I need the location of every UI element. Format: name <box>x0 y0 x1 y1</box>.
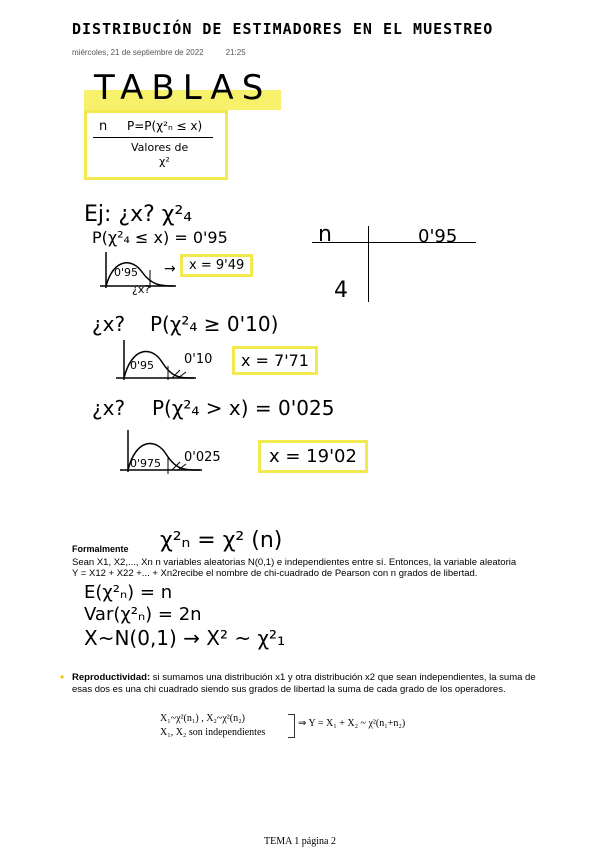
bullet-icon: • <box>60 670 65 684</box>
page-time: 21:25 <box>225 48 246 57</box>
lookup-table-n: n <box>318 222 332 247</box>
formal-heading: Formalmente <box>72 544 129 554</box>
tablas-heading: TABLAS <box>84 66 281 110</box>
repro-brace <box>288 714 295 738</box>
lookup-table-row: 4 <box>334 278 348 303</box>
example-prob-2: P(χ²₄ ≥ 0'10) <box>150 312 279 336</box>
table-box <box>84 110 228 180</box>
repro-formula-result: ⇒ Y = X₁ + X₂ ~ χ²(n₁+n₂) <box>298 718 406 729</box>
chi-curve-1-label: 0'95 <box>114 266 139 279</box>
chi-curve-2-tail: 0'10 <box>184 352 213 367</box>
example-prob-1: P(χ²₄ ≤ x) = 0'95 <box>92 228 228 247</box>
formal-text-2: Y = X12 + X22 +... + Xn2recibe el nombre de chi-cuadrado de Pearson con n grados de libertad. <box>72 568 478 579</box>
question-3: ¿x? <box>92 396 126 420</box>
chi-curve-3-tail: 0'025 <box>184 450 221 465</box>
page-footer: TEMA 1 página 2 <box>264 836 336 847</box>
expectation-line: E(χ²ₙ) = n <box>84 582 173 603</box>
formal-text-1: Sean X1, X2,..., Xn n variables aleatorias N(0,1) e independientes entre sí. Entonces, la variable aleatoria <box>72 557 517 568</box>
reproductividad-text: si sumamos una distribución x1 y otra distribución x2 que sean independientes, la suma de esas dos es una chi cuadrado siendo sus grados de libertad la suma de cada grado de los operadores. <box>72 672 536 695</box>
page-timestamp <box>72 48 246 57</box>
lookup-table-rule-v <box>368 226 369 302</box>
formal-definition <box>72 557 552 579</box>
repro-formula-left <box>160 712 265 740</box>
lookup-table-p: 0'95 <box>418 226 458 247</box>
arrow-1: → <box>164 261 176 277</box>
table-box-n: n <box>99 119 108 134</box>
answer-1: x = 9'49 <box>180 254 253 277</box>
variance-line: Var(χ²ₙ) = 2n <box>84 604 202 625</box>
repro-formula-line-1: X₁~χ²(n₁) , X₂~χ²(n₂) <box>160 713 245 724</box>
table-box-valores: Valores de <box>131 141 189 154</box>
reproductividad-label: Reproductividad: <box>72 672 151 683</box>
chi-curve-2-label: 0'95 <box>130 359 155 372</box>
example-prob-3: P(χ²₄ > x) = 0'025 <box>152 396 335 420</box>
formal-formula: χ²ₙ = χ² (n) <box>160 528 283 553</box>
reproductividad-paragraph <box>72 672 552 696</box>
chi-curve-1-x: ¿x? <box>132 283 151 296</box>
table-box-rule <box>93 137 213 138</box>
answer-3: x = 19'02 <box>258 440 368 473</box>
table-box-x2: χ² <box>159 155 170 168</box>
repro-formula-line-2: X₁, X₂ son independientes <box>160 727 266 738</box>
question-2: ¿x? <box>92 312 126 336</box>
table-box-p: P=P(χ²ₙ ≤ x) <box>127 119 203 133</box>
answer-2: x = 7'71 <box>232 346 318 375</box>
example-title: Ej: ¿x? χ²₄ <box>84 202 193 227</box>
page-title: DISTRIBUCIÓN DE ESTIMADORES EN EL MUESTREO <box>72 20 494 38</box>
chi-curve-3-label: 0'975 <box>130 457 162 470</box>
page-date: miércoles, 21 de septiembre de 2022 <box>72 48 204 57</box>
normal-line: X~N(0,1) → X² ~ χ²₁ <box>84 626 286 650</box>
